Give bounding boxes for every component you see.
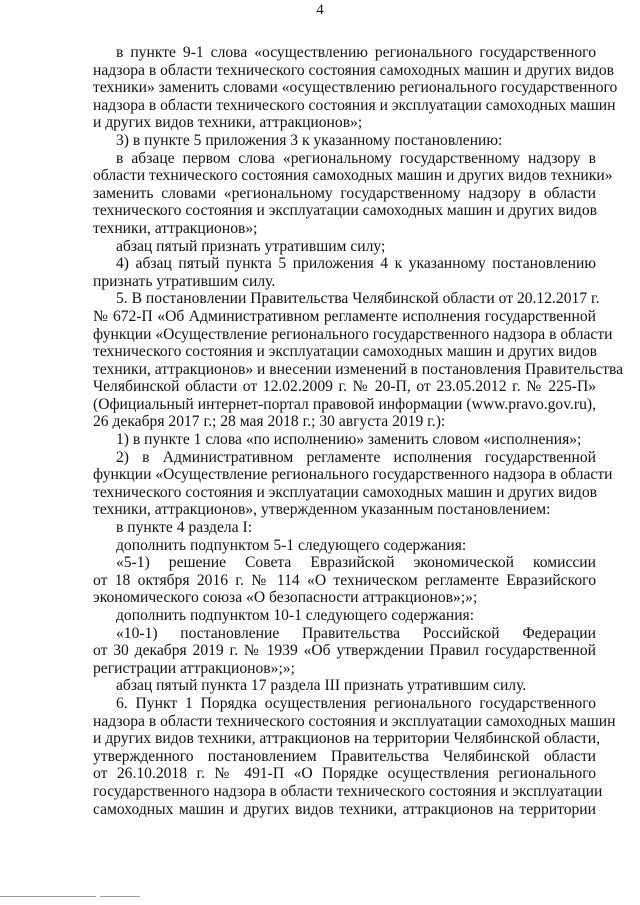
text-line: техники, аттракционов»; xyxy=(93,219,258,237)
text-line: заменить словами «региональному государственному надзору в области xyxy=(93,184,596,202)
text-line: технического состояния и эксплуатации самоходных машин и других видов xyxy=(93,343,597,361)
text-line: абзац пятый признать утратившим силу; xyxy=(116,237,386,255)
text-line: в пункте 9-1 слова «осуществлению регионального государственного xyxy=(116,44,596,61)
text-line: надзора в области технического состояния самоходных машин и других видов xyxy=(93,61,614,79)
text-line: самоходных машин и других видов техники, аттракционов на территории xyxy=(93,800,596,818)
text-line: абзац пятый пункта 17 раздела III признать утратившим силу. xyxy=(116,677,527,695)
footer-divider xyxy=(0,896,96,897)
text-line: функции «Осуществление регионального государственного надзора в области xyxy=(93,466,613,484)
document-body xyxy=(93,44,624,818)
text-line: функции «Осуществление регионального государственного надзора в области xyxy=(93,325,613,343)
text-line: от 26.10.2018 г. № 491-П «О Порядке осуществления регионального xyxy=(93,765,596,783)
text-line: регистрации аттракционов»;»; xyxy=(93,659,295,677)
text-line: от 30 декабря 2019 г. № 1939 «Об утверждении Правил государственной xyxy=(93,642,596,660)
text-line: 4) абзац пятый пункта 5 приложения 4 к указанному постановлению xyxy=(116,255,596,273)
page-number: 4 xyxy=(316,2,324,18)
text-line: дополнить подпунктом 10-1 следующего содержания: xyxy=(116,607,475,624)
text-line: техники, аттракционов» и внесении изменений в постановления Правительства xyxy=(93,360,624,378)
text-line: и других видов техники, аттракционов»; xyxy=(93,114,363,132)
text-line: техники, аттракционов», утвержденном указанным постановлением: xyxy=(93,501,551,519)
text-line: «5-1) решение Совета Евразийской экономической комиссии xyxy=(116,554,596,572)
text-line: 6. Пункт 1 Порядка осуществления регионального государственного xyxy=(116,694,596,712)
text-line: утвержденного постановлением Правительства Челябинской области xyxy=(93,747,596,765)
text-line: технического состояния и эксплуатации самоходных машин и других видов xyxy=(93,202,597,220)
text-line: и других видов техники, аттракционов на территории Челябинской области, xyxy=(93,730,600,748)
text-line: (Официальный интернет-портал правовой информации (www.pravo.gov.ru), xyxy=(93,395,596,413)
text-line: 5. В постановлении Правительства Челябинской области от 20.12.2017 г. xyxy=(116,290,600,308)
text-line: в пункте 4 раздела I: xyxy=(116,519,253,537)
text-line: 2) в Административном регламенте исполнения государственной xyxy=(116,448,596,466)
text-line: 1) в пункте 1 слова «по исполнению» заменить словом «исполнения»; xyxy=(116,431,582,449)
text-line: Челябинской области от 12.02.2009 г. № 20-П, от 23.05.2012 г. № 225-П» xyxy=(93,378,596,396)
text-line: 26 декабря 2017 г.; 28 мая 2018 г.; 30 августа 2019 г.): xyxy=(93,413,446,431)
text-line: надзора в области технического состояния и эксплуатации самоходных машин xyxy=(93,712,616,730)
text-line: технического состояния и эксплуатации самоходных машин и других видов xyxy=(93,483,597,501)
text-line: 3) в пункте 5 приложения 3 к указанному постановлению: xyxy=(116,131,503,149)
text-line: признать утратившим силу. xyxy=(93,272,276,290)
text-line: надзора в области технического состояния и эксплуатации самоходных машин xyxy=(93,96,616,114)
text-line: «10-1) постановление Правительства Российской Федерации xyxy=(116,624,596,642)
text-line: государственного надзора в области технического состояния и эксплуатации xyxy=(93,782,603,800)
text-line: экономического союза «О безопасности аттракционов»;»; xyxy=(93,589,478,607)
text-line: в абзаце первом слова «региональному государственному надзору в xyxy=(116,149,596,167)
text-line: техники» заменить словами «осуществлению регионального государственного xyxy=(93,79,618,97)
text-line: области технического состояния самоходных машин и других видов техники» xyxy=(93,167,613,185)
text-line: дополнить подпунктом 5-1 следующего содержания: xyxy=(116,536,467,554)
text-line: от 18 октября 2016 г. № 114 «О техническом регламенте Евразийского xyxy=(93,571,596,589)
text-line: № 672-П «Об Административном регламенте исполнения государственной xyxy=(93,307,596,325)
footer-divider xyxy=(100,896,140,897)
